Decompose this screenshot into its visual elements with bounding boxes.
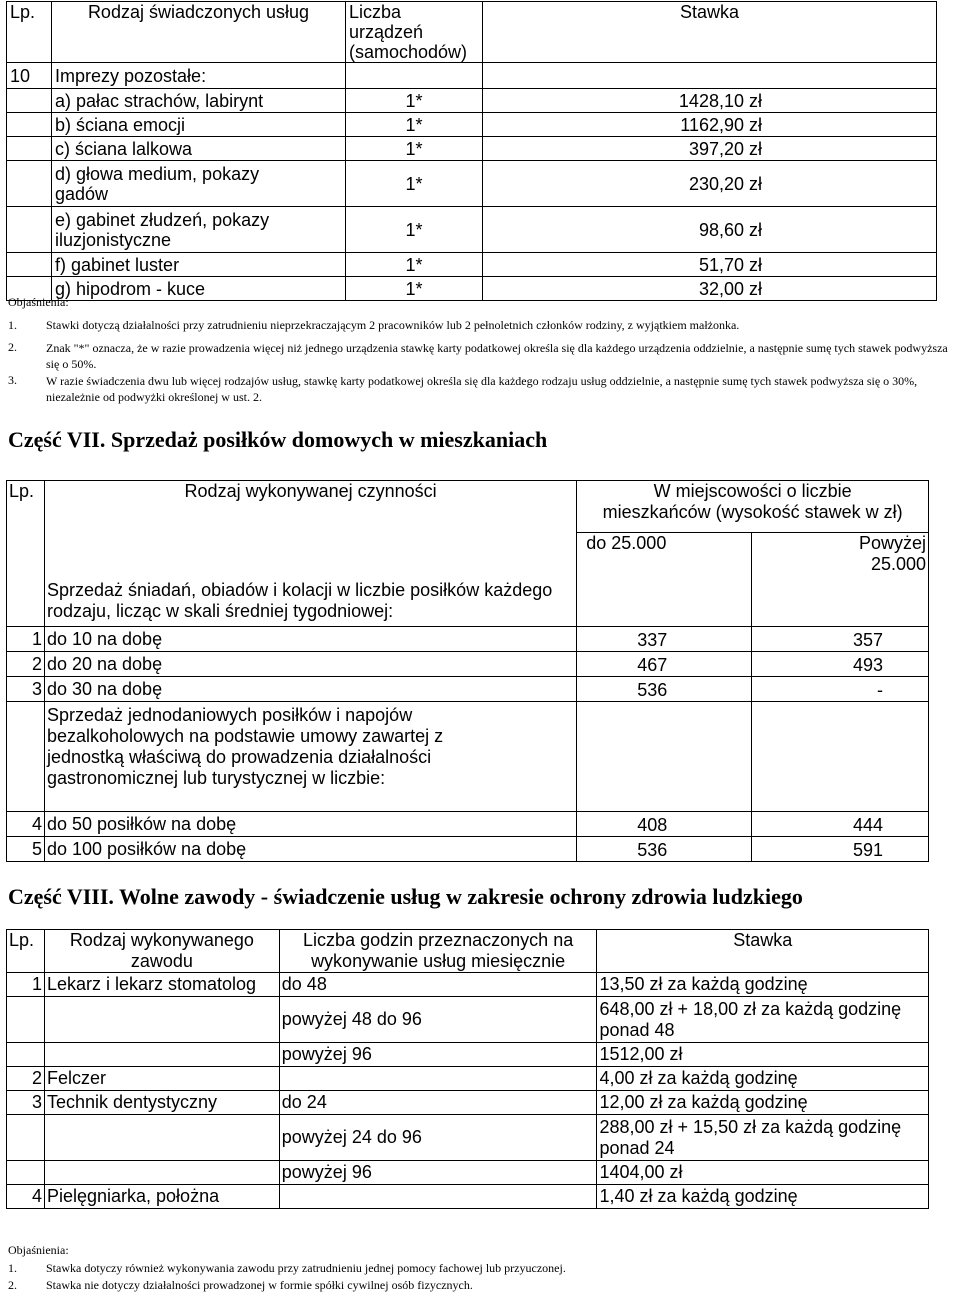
table-row — [7, 89, 937, 113]
cell-rate-a: 536 — [577, 837, 752, 862]
note-item — [8, 318, 948, 334]
table-row — [7, 253, 937, 277]
cell-rate-b: 591 — [752, 837, 929, 862]
note-number: 3. — [8, 373, 17, 387]
note-number: 2. — [8, 340, 17, 354]
cell-service: a) pałac strachów, labirynt — [52, 89, 346, 113]
table-row — [7, 1115, 929, 1161]
cell-lp: 2 — [7, 652, 45, 677]
cell-rate: 1162,90 zł — [483, 113, 937, 137]
cell-service: c) ściana lalkowa — [52, 137, 346, 161]
table-row — [7, 812, 929, 837]
cell-rate: 1,40 zł za każdą godzinę — [597, 1185, 929, 1209]
cell-hours: powyżej 96 — [279, 1161, 597, 1185]
cell-hours — [279, 1067, 597, 1091]
cell-lp — [7, 1043, 45, 1067]
cell-profession: Technik dentystyczny — [44, 1091, 279, 1115]
table-row — [7, 652, 929, 677]
cell-profession: Felczer — [44, 1067, 279, 1091]
cell-rate-a: 337 — [577, 627, 752, 652]
cell-rate: 1404,00 zł — [597, 1161, 929, 1185]
header-lp: Lp. — [7, 481, 45, 627]
cell-lp: 2 — [7, 1067, 45, 1091]
cell-hours: powyżej 96 — [279, 1043, 597, 1067]
cell-count: 1* — [346, 113, 483, 137]
cell-rate: 4,00 zł za każdą godzinę — [597, 1067, 929, 1091]
cell-profession — [44, 1043, 279, 1067]
header-activity: Rodzaj wykonywanej czynności — [44, 481, 576, 533]
note-text: Stawka nie dotyczy działalności prowadzonej w formie spółki cywilnej osób fizycznych. — [46, 1278, 473, 1292]
cell-rate: 230,20 zł — [483, 161, 937, 207]
table-row — [7, 973, 929, 997]
cell-lp: 1 — [7, 627, 45, 652]
note-text: Stawki dotyczą działalności przy zatrudnieniu nieprzekraczającym 2 pracowników lub 2 pełnoletnich członków rodziny, z wyjątkiem małżonka. — [46, 318, 740, 332]
table-header-row — [7, 930, 929, 973]
table-row — [7, 837, 929, 862]
cell-rate-a: 408 — [577, 812, 752, 837]
cell-rate: 51,70 zł — [483, 253, 937, 277]
cell-activity: do 20 na dobę — [44, 652, 576, 677]
cell-profession — [44, 1161, 279, 1185]
cell-lp: 4 — [7, 812, 45, 837]
cell-rate: 397,20 zł — [483, 137, 937, 161]
cell-profession: Lekarz i lekarz stomatolog — [44, 973, 279, 997]
notes-title: Objaśnienia: — [8, 295, 69, 309]
cell-profession — [44, 1115, 279, 1161]
cell-service: f) gabinet luster — [52, 253, 346, 277]
cell-count: 1* — [346, 253, 483, 277]
cell-service: g) hipodrom - kuce — [52, 277, 346, 301]
cell-hours: powyżej 24 do 96 — [279, 1115, 597, 1161]
cell-hours: powyżej 48 do 96 — [279, 997, 597, 1043]
cell-rate: 648,00 zł + 18,00 zł za każdą godzinę ponad 48 — [597, 997, 929, 1043]
cell-activity: do 30 na dobę — [44, 677, 576, 702]
note-item — [8, 340, 948, 372]
table-row — [7, 137, 937, 161]
cell-rate-b: - — [752, 677, 929, 702]
cell-activity: do 100 posiłków na dobę — [44, 837, 576, 862]
cell-lp — [7, 997, 45, 1043]
header-lp: Lp. — [7, 930, 45, 973]
header-rate: Stawka — [483, 2, 937, 63]
header-service-type: Rodzaj świadczonych usług — [52, 2, 346, 63]
section-label: Sprzedaż śniadań, obiadów i kolacji w liczbie posiłków każdego rodzaju, licząc w skali średniej tygodniowej: — [44, 533, 576, 627]
cell-service: b) ściana emocji — [52, 113, 346, 137]
cell-lp — [7, 1161, 45, 1185]
table-header-row — [7, 533, 929, 627]
services-rate-table — [6, 1, 937, 301]
table-row — [7, 207, 937, 253]
part-8-heading: Część VIII. Wolne zawody - świadczenie usług w zakresie ochrony zdrowia ludzkiego — [8, 884, 803, 909]
header-population-group: W miejscowości o liczbie mieszkańców (wysokość stawek w zł) — [577, 481, 929, 533]
header-lp: Lp. — [7, 2, 52, 63]
cell-rate-b: 493 — [752, 652, 929, 677]
health-professions-rate-table — [6, 929, 929, 1209]
note-number: 2. — [8, 1278, 17, 1292]
header-up-to-25000: do 25.000 — [577, 533, 752, 627]
table-row — [7, 997, 929, 1043]
cell-hours: do 48 — [279, 973, 597, 997]
table-row — [7, 161, 937, 207]
header-above-25000: Powyżej 25.000 — [752, 533, 929, 627]
cell-rate: 12,00 zł za każdą godzinę — [597, 1091, 929, 1115]
cell-lp: 1 — [7, 973, 45, 997]
notes-title: Objaśnienia: — [8, 1243, 69, 1257]
cell-rate-b: 444 — [752, 812, 929, 837]
note-text: W razie świadczenia dwu lub więcej rodzajów usług, stawkę karty podatkowej określa się dla każdego rodzaju usług oddzielnie, a następnie sumę tych stawek podwyższa się o 30%, niezależnie od podwyżki określonej w ust. 2. — [46, 374, 918, 404]
cell-rate: 1512,00 zł — [597, 1043, 929, 1067]
part-7-heading: Część VII. Sprzedaż posiłków domowych w mieszkaniach — [8, 427, 548, 452]
cell-rate-b: 357 — [752, 627, 929, 652]
cell-service: e) gabinet złudzeń, pokazy iluzjonistyczne — [52, 207, 346, 253]
table-row — [7, 627, 929, 652]
table-header-row — [7, 481, 929, 533]
table-row — [7, 677, 929, 702]
cell-rate: 288,00 zł + 15,50 zł za każdą godzinę ponad 24 — [597, 1115, 929, 1161]
note-item — [8, 1261, 948, 1277]
cell-lp: 4 — [7, 1185, 45, 1209]
cell-count: 1* — [346, 89, 483, 113]
table-row — [7, 113, 937, 137]
cell-service: d) głowa medium, pokazy gadów — [52, 161, 346, 207]
cell-profession — [44, 997, 279, 1043]
cell-count: 1* — [346, 207, 483, 253]
cell-activity: do 10 na dobę — [44, 627, 576, 652]
cell-lp — [7, 1115, 45, 1161]
table-row — [7, 63, 937, 89]
header-hours: Liczba godzin przeznaczonych na wykonywanie usług miesięcznie — [279, 930, 597, 973]
cell-group-label: Imprezy pozostałe: — [52, 63, 346, 89]
cell-rate: 98,60 zł — [483, 207, 937, 253]
cell-count: 1* — [346, 277, 483, 301]
table-row — [7, 1067, 929, 1091]
cell-rate-a: 467 — [577, 652, 752, 677]
header-rate: Stawka — [597, 930, 929, 973]
table-row — [7, 702, 929, 812]
table-row — [7, 1043, 929, 1067]
table-row — [7, 1185, 929, 1209]
cell-hours: do 24 — [279, 1091, 597, 1115]
cell-lp: 10 — [7, 63, 52, 89]
cell-hours — [279, 1185, 597, 1209]
section-label: Sprzedaż jednodaniowych posiłków i napojów bezalkoholowych na podstawie umowy zawartej z jednostką właściwą do prowadzenia działalności gastronomicznej lub turystycznej w liczbie: — [44, 702, 576, 812]
cell-rate: 13,50 zł za każdą godzinę — [597, 973, 929, 997]
note-item — [8, 1278, 948, 1294]
note-number: 1. — [8, 318, 17, 332]
note-number: 1. — [8, 1261, 17, 1275]
cell-lp: 5 — [7, 837, 45, 862]
header-device-count: Liczba urządzeń (samochodów) — [346, 2, 483, 63]
cell-lp: 3 — [7, 1091, 45, 1115]
meals-rate-table — [6, 480, 929, 862]
cell-activity: do 50 posiłków na dobę — [44, 812, 576, 837]
cell-rate-a: 536 — [577, 677, 752, 702]
note-item — [8, 373, 948, 405]
table-row — [7, 1091, 929, 1115]
cell-rate: 1428,10 zł — [483, 89, 937, 113]
cell-rate: 32,00 zł — [483, 277, 937, 301]
header-profession: Rodzaj wykonywanego zawodu — [44, 930, 279, 973]
cell-lp: 3 — [7, 677, 45, 702]
cell-count: 1* — [346, 161, 483, 207]
table-header-row — [7, 2, 937, 63]
table-row — [7, 277, 937, 301]
cell-profession: Pielęgniarka, położna — [44, 1185, 279, 1209]
note-text: Stawka dotyczy również wykonywania zawodu przy zatrudnieniu jednej pomocy fachowej lub przyuczonej. — [46, 1261, 566, 1275]
note-text: Znak "*" oznacza, że w razie prowadzenia więcej niż jednego urządzenia stawkę karty podatkowej określa się dla każdego urządzenia oddzielnie, a następnie sumę tych stawek podwyższa się o 50%. — [46, 341, 948, 371]
table-row — [7, 1161, 929, 1185]
cell-count: 1* — [346, 137, 483, 161]
